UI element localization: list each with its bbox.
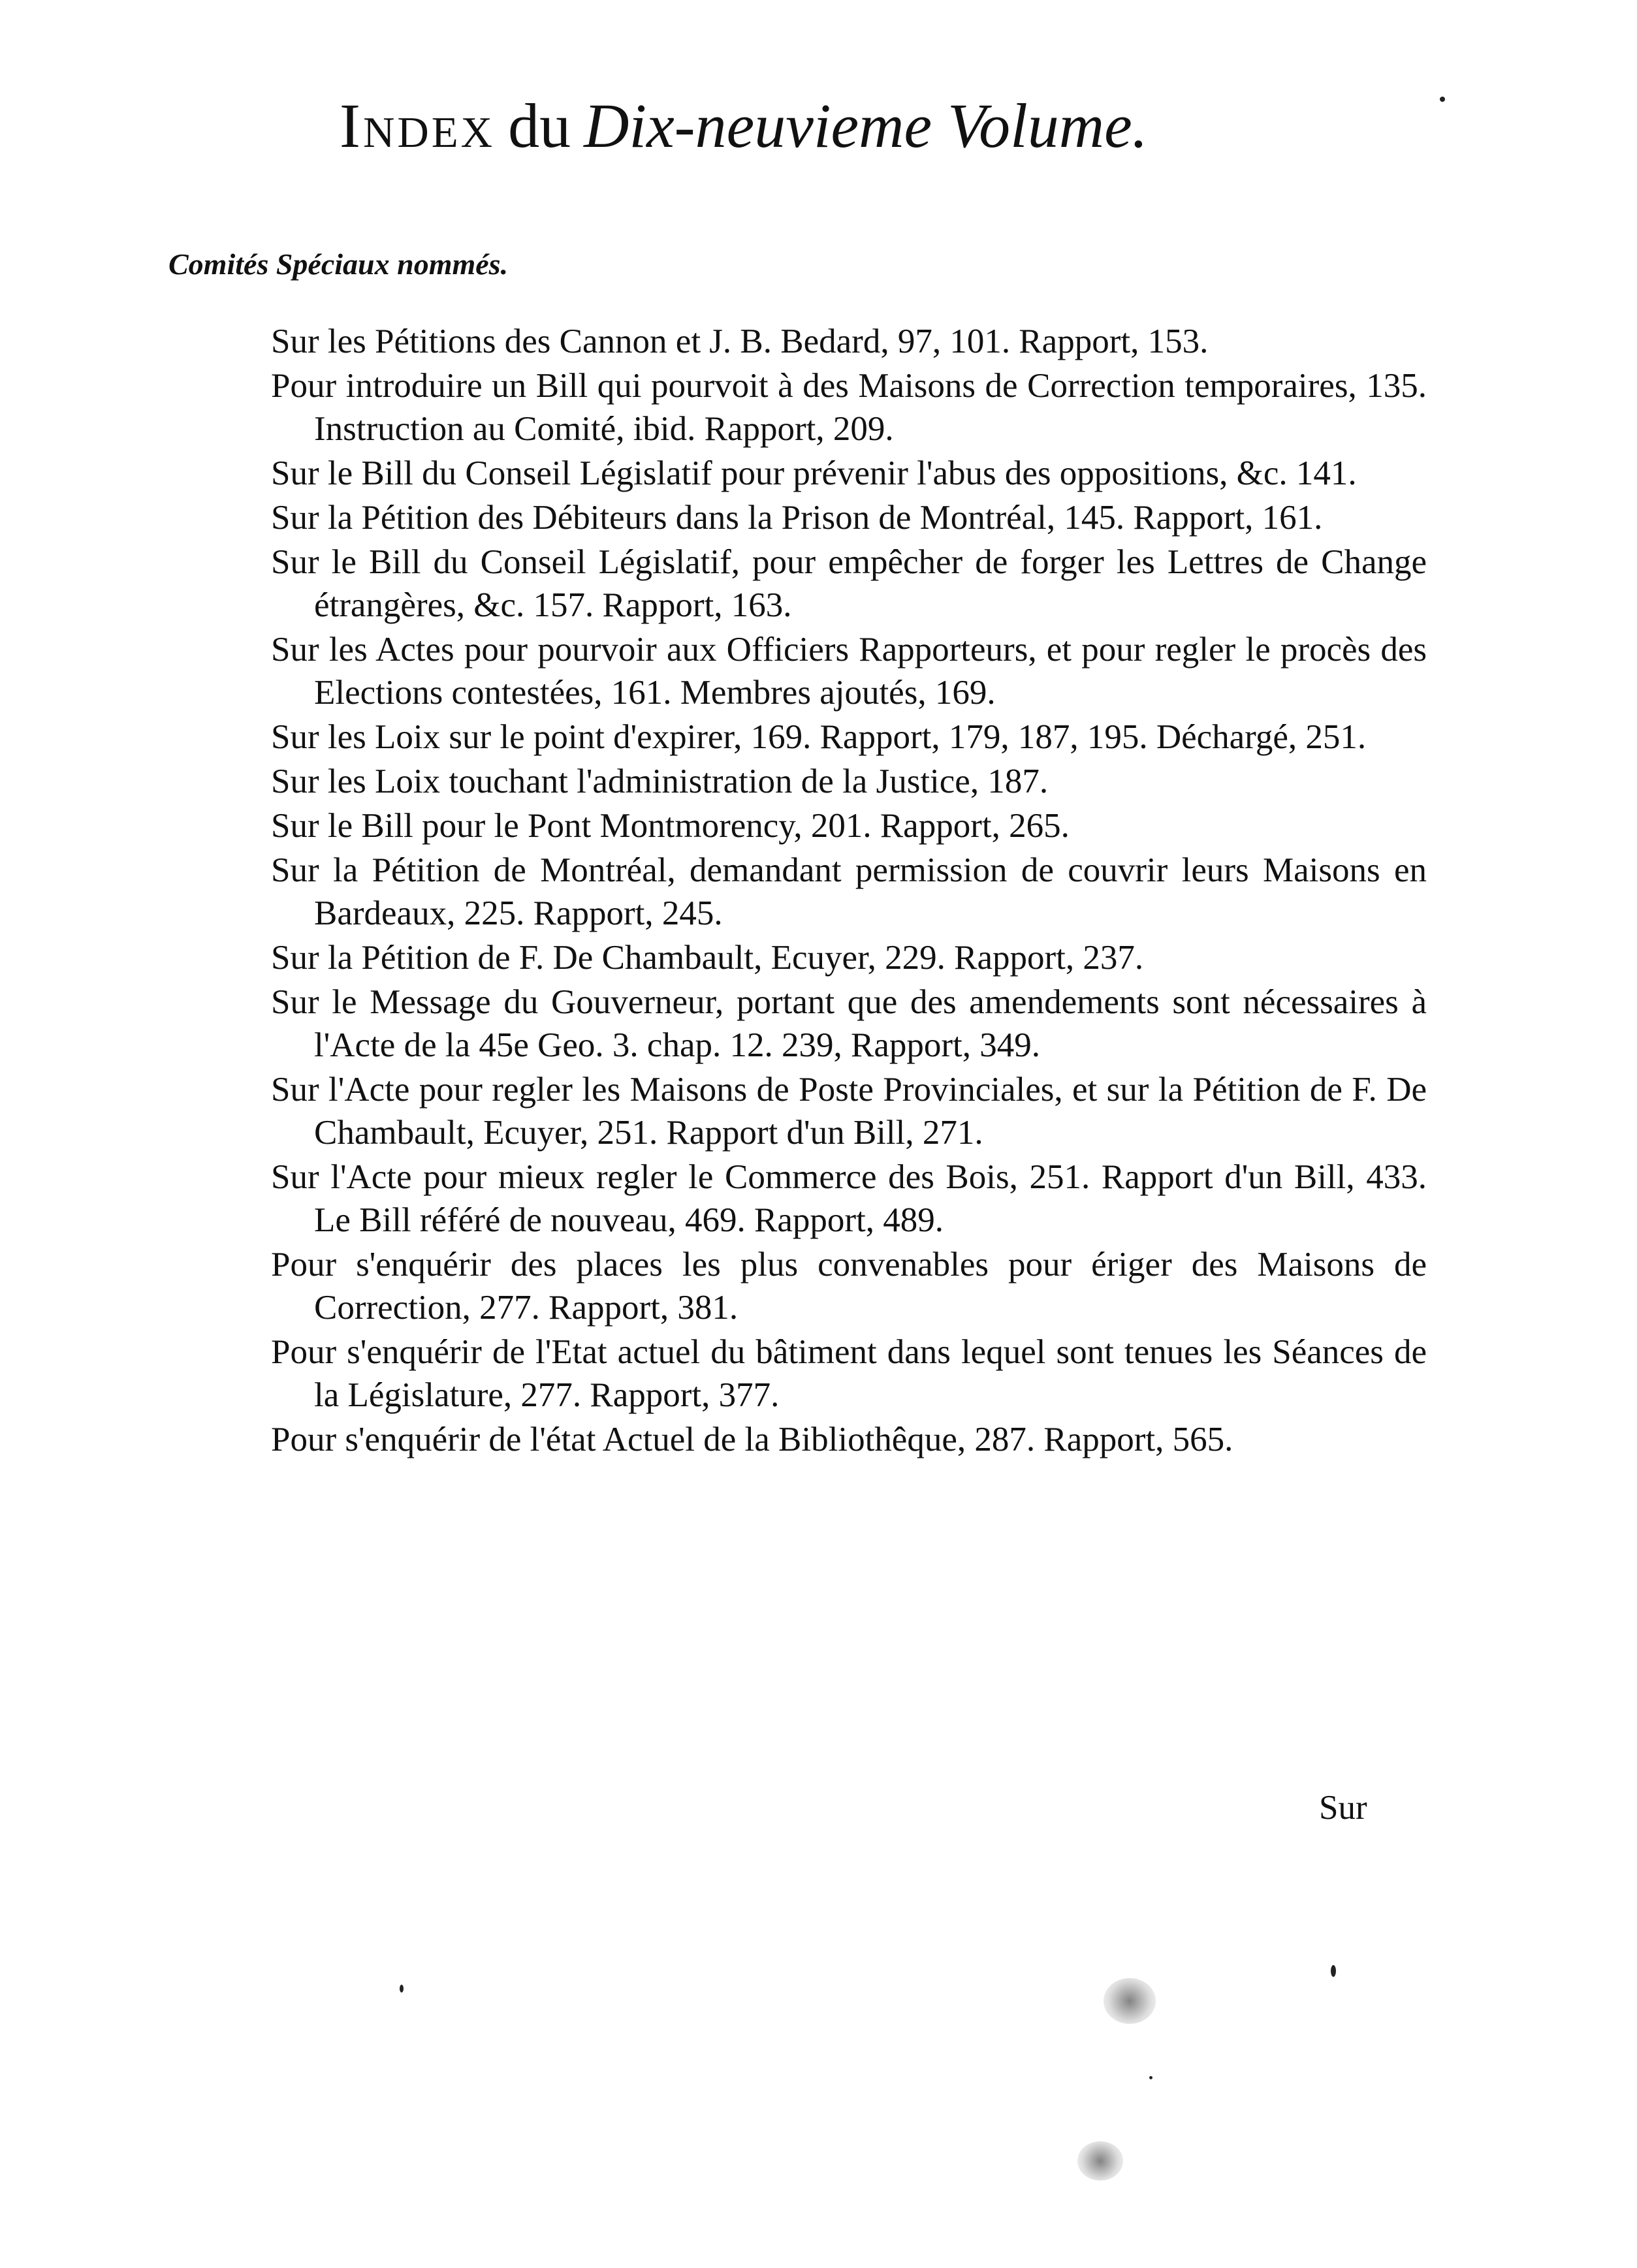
index-entry: Sur le Bill du Conseil Législatif pour prévenir l'abus des oppositions, &c. 141. xyxy=(271,454,1357,492)
title-du-word: du xyxy=(508,91,571,161)
index-entry: Sur les Loix sur le point d'expirer, 169. Rapport, 179, 187, 195. Déchargé, 251. xyxy=(271,718,1367,756)
ink-speck xyxy=(1149,2076,1152,2079)
title-volume-words: Dix-neuvieme Volume. xyxy=(584,91,1148,161)
ink-speck xyxy=(1440,97,1445,102)
index-entry: Sur le Message du Gouverneur, portant que des amendements sont nécessaires à l'Acte de la 45e Geo. 3. chap. 12. 239, Rapport, 349. xyxy=(271,983,1427,1064)
ink-speck xyxy=(1331,1965,1336,1977)
index-entries-list xyxy=(271,320,1427,1462)
ink-speck xyxy=(400,1985,404,1992)
section-heading: Comités Spéciaux nommés. xyxy=(168,247,509,281)
title-index-word: Index xyxy=(340,91,496,161)
index-entry: Pour s'enquérir des places les plus convenables pour ériger des Maisons de Correction, 277. Rapport, 381. xyxy=(271,1246,1427,1327)
ink-smudge xyxy=(1077,2141,1123,2181)
index-entry: Pour introduire un Bill qui pourvoit à des Maisons de Correction temporaires, 135. Instruction au Comité, ibid. Rapport, 209. xyxy=(271,367,1427,448)
index-entry: Sur les Actes pour pourvoir aux Officiers Rapporteurs, et pour regler le procès des Elections contestées, 161. Membres ajoutés, 169. xyxy=(271,631,1427,712)
index-entry: Sur le Bill pour le Pont Montmorency, 201. Rapport, 265. xyxy=(271,807,1070,845)
index-entry: Sur la Pétition de F. De Chambault, Ecuyer, 229. Rapport, 237. xyxy=(271,939,1144,977)
index-entry: Sur la Pétition des Débiteurs dans la Prison de Montréal, 145. Rapport, 161. xyxy=(271,499,1323,537)
index-entry: Sur la Pétition de Montréal, demandant permission de couvrir leurs Maisons en Bardeaux, 225. Rapport, 245. xyxy=(271,851,1427,932)
index-entry: Pour s'enquérir de l'Etat actuel du bâtiment dans lequel sont tenues les Séances de la Législature, 277. Rapport, 377. xyxy=(271,1333,1427,1414)
index-entry: Sur les Loix touchant l'administration de la Justice, 187. xyxy=(271,763,1049,800)
catchword: Sur xyxy=(1319,1789,1367,1827)
page-title xyxy=(340,91,1148,161)
index-entry: Sur l'Acte pour regler les Maisons de Poste Provinciales, et sur la Pétition de F. De Chambault, Ecuyer, 251. Rapport d'un Bill, 271. xyxy=(271,1071,1427,1152)
ink-smudge xyxy=(1104,1978,1156,2024)
index-entry: Sur les Pétitions des Cannon et J. B. Bedard, 97, 101. Rapport, 153. xyxy=(271,323,1209,360)
index-entry: Sur l'Acte pour mieux regler le Commerce des Bois, 251. Rapport d'un Bill, 433. Le Bill référé de nouveau, 469. Rapport, 489. xyxy=(271,1158,1427,1239)
index-entry: Pour s'enquérir de l'état Actuel de la Bibliothêque, 287. Rapport, 565. xyxy=(271,1421,1233,1458)
index-entry: Sur le Bill du Conseil Législatif, pour empêcher de forger les Lettres de Change étrangères, &c. 157. Rapport, 163. xyxy=(271,543,1427,624)
